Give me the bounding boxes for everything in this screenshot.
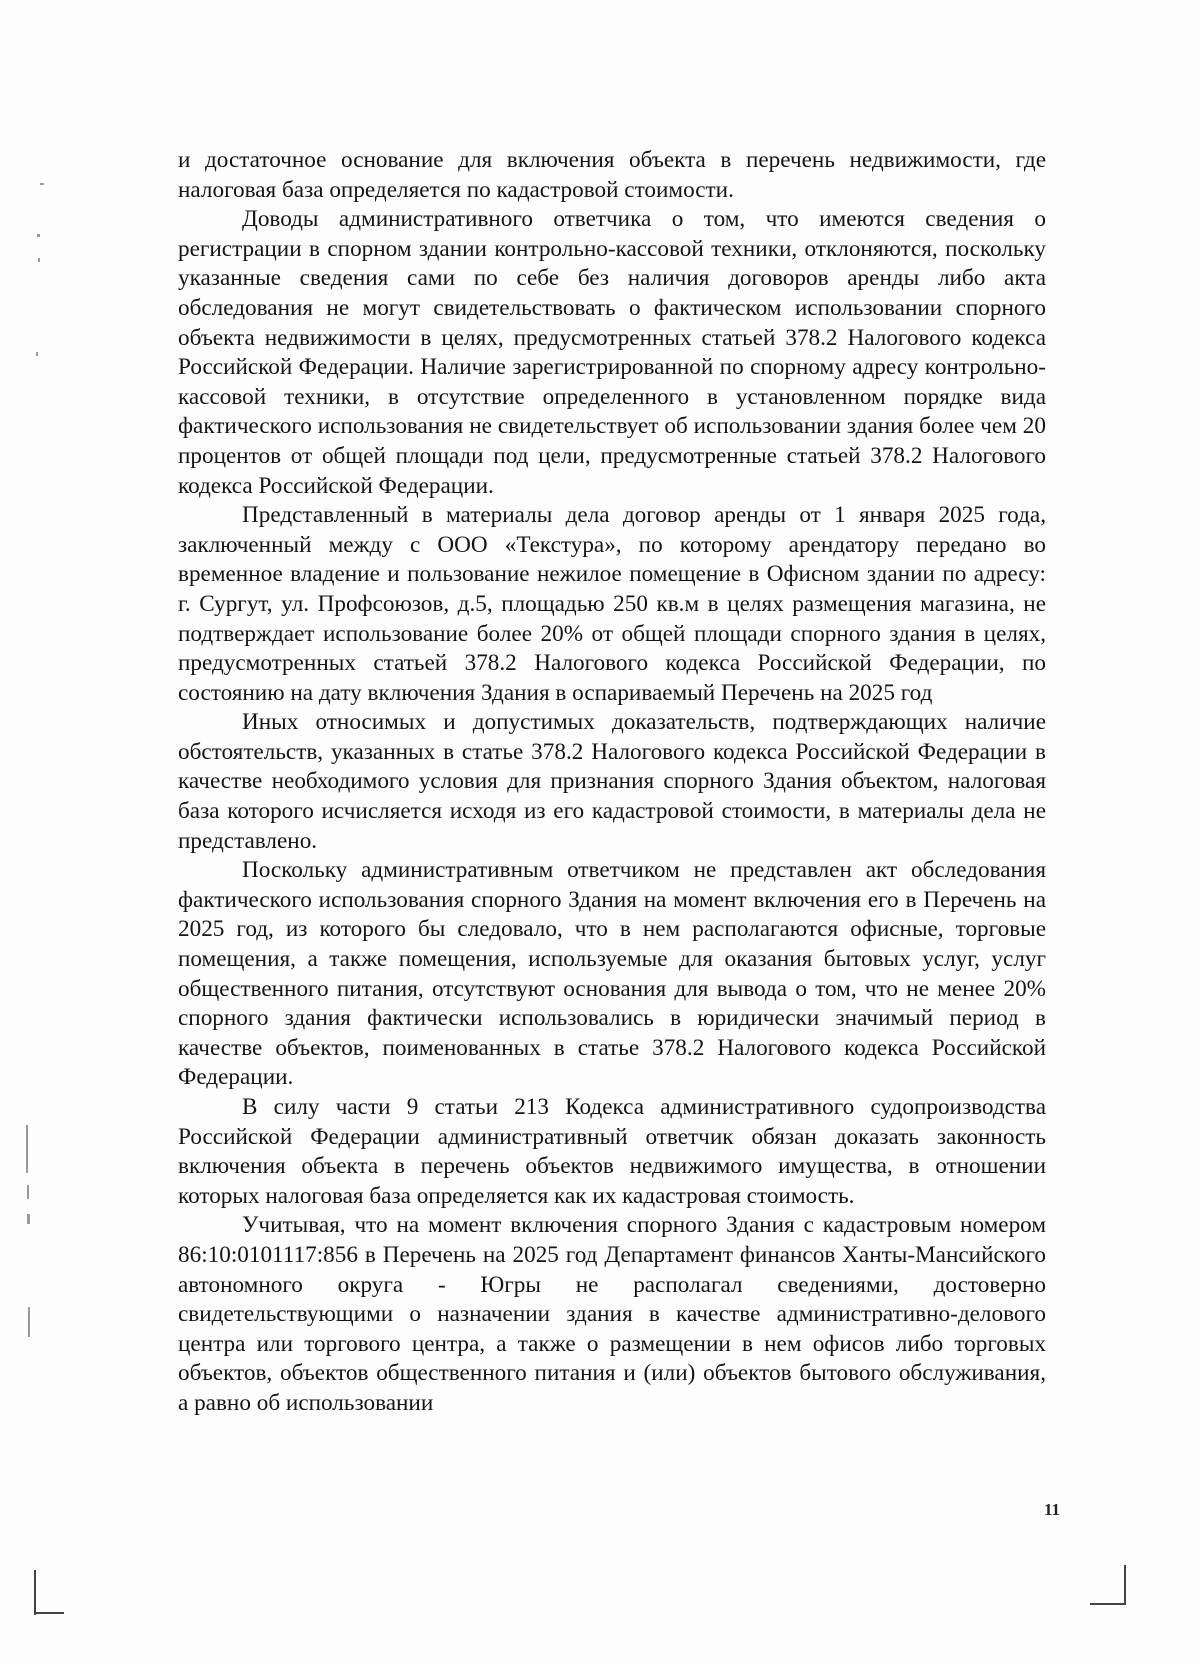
corner-mark-right-vertical xyxy=(1124,1565,1126,1605)
page-number: 11 xyxy=(1043,1500,1060,1519)
margin-dot xyxy=(28,1307,30,1337)
paragraph-conclusion: Учитывая, что на момент включения спорного Здания с кадастровым номером 86:10:0101117:856 в Перечень на 2025 год Департамент финансов Ханты-Мансийского автономного округа - Югры не располагал сведениями, достоверно свидетельствующими о назначении здания в качестве административно-делового центра или торгового центра, а также о размещении в нем офисов либо торговых объектов, объектов общественного питания и (или) объектов бытового обслуживания, а равно об использовании xyxy=(178,1212,1046,1416)
corner-mark-left-vertical xyxy=(34,1570,36,1615)
paragraph-burden-of-proof: В силу части 9 статьи 213 Кодекса административного судопроизводства Российской Федерации административный ответчик обязан доказать законность включения объекта в перечень объектов недвижимого имущества, в отношении которых налоговая база определяется как их кадастровая стоимость. xyxy=(178,1094,1046,1209)
margin-dot xyxy=(38,258,40,262)
paragraph-no-other-evidence: Иных относимых и допустимых доказательств, подтверждающих наличие обстоятельств, указанных в статье 378.2 Налогового кодекса Российской Федерации в качестве необходимого условия для признания спорного Здания объектом, налоговая база которого исчисляется исходя из его кадастровой стоимости, в материалы дела не представлено. xyxy=(178,709,1046,854)
margin-dot xyxy=(27,1185,29,1199)
margin-dot xyxy=(37,234,40,237)
margin-dot xyxy=(27,1214,30,1224)
margin-dot xyxy=(26,1125,28,1173)
corner-mark-right-horizontal xyxy=(1090,1603,1126,1605)
paragraph-lease-agreement: Представленный в материалы дела договор аренды от 1 января 2025 года, заключенный между с ООО «Текстура», по которому арендатору передано во временное владение и пользование нежилое помещение в Офисном здании по адресу: г. Сургут, ул. Профсоюзов, д.5, площадью 250 кв.м в целях размещения магазина, не подтверждает использование более 20% от общей площади спорного здания в целях, предусмотренных статьей 378.2 Налогового кодекса Российской Федерации, по состоянию на дату включения Здания в оспариваемый Перечень на 2025 год xyxy=(178,502,1046,706)
paragraph-cash-register-argument: Доводы административного ответчика о том, что имеются сведения о регистрации в спорном здании контрольно-кассовой техники, отклоняются, поскольку указанные сведения сами по себе без наличия договоров аренды либо акта обследования не могут свидетельствовать о фактическом использовании спорного объекта недвижимости в целях, предусмотренных статьей 378.2 Налогового кодекса Российской Федерации. Наличие зарегистрированной по спорному адресу контрольно-кассовой техники, в отсутствие определенного в установленном порядке вида фактического использования не свидетельствует об использовании здания более чем 20 процентов от общей площади под цели, предусмотренные статьей 378.2 Налогового кодекса Российской Федерации. xyxy=(178,206,1046,499)
paragraph-continuation: и достаточное основание для включения объекта в перечень недвижимости, где налоговая база определяется по кадастровой стоимости. xyxy=(178,147,1046,203)
document-body xyxy=(178,146,1046,1419)
paragraph-no-inspection-act: Поскольку административным ответчиком не представлен акт обследования фактического использования спорного Здания на момент включения его в Перечень на 2025 год, из которого бы следовало, что в нем располагаются офисные, торговые помещения, а также помещения, используемые для оказания бытовых услуг, услуг общественного питания, отсутствуют основания для вывода о том, что не менее 20% спорного здания фактически использовались в юридически значимый период в качестве объектов, поименованных в статье 378.2 Налогового кодекса Российской Федерации. xyxy=(178,857,1046,1091)
margin-dot xyxy=(36,352,38,356)
corner-mark-left-horizontal xyxy=(34,1612,64,1614)
margin-dot xyxy=(40,183,44,185)
